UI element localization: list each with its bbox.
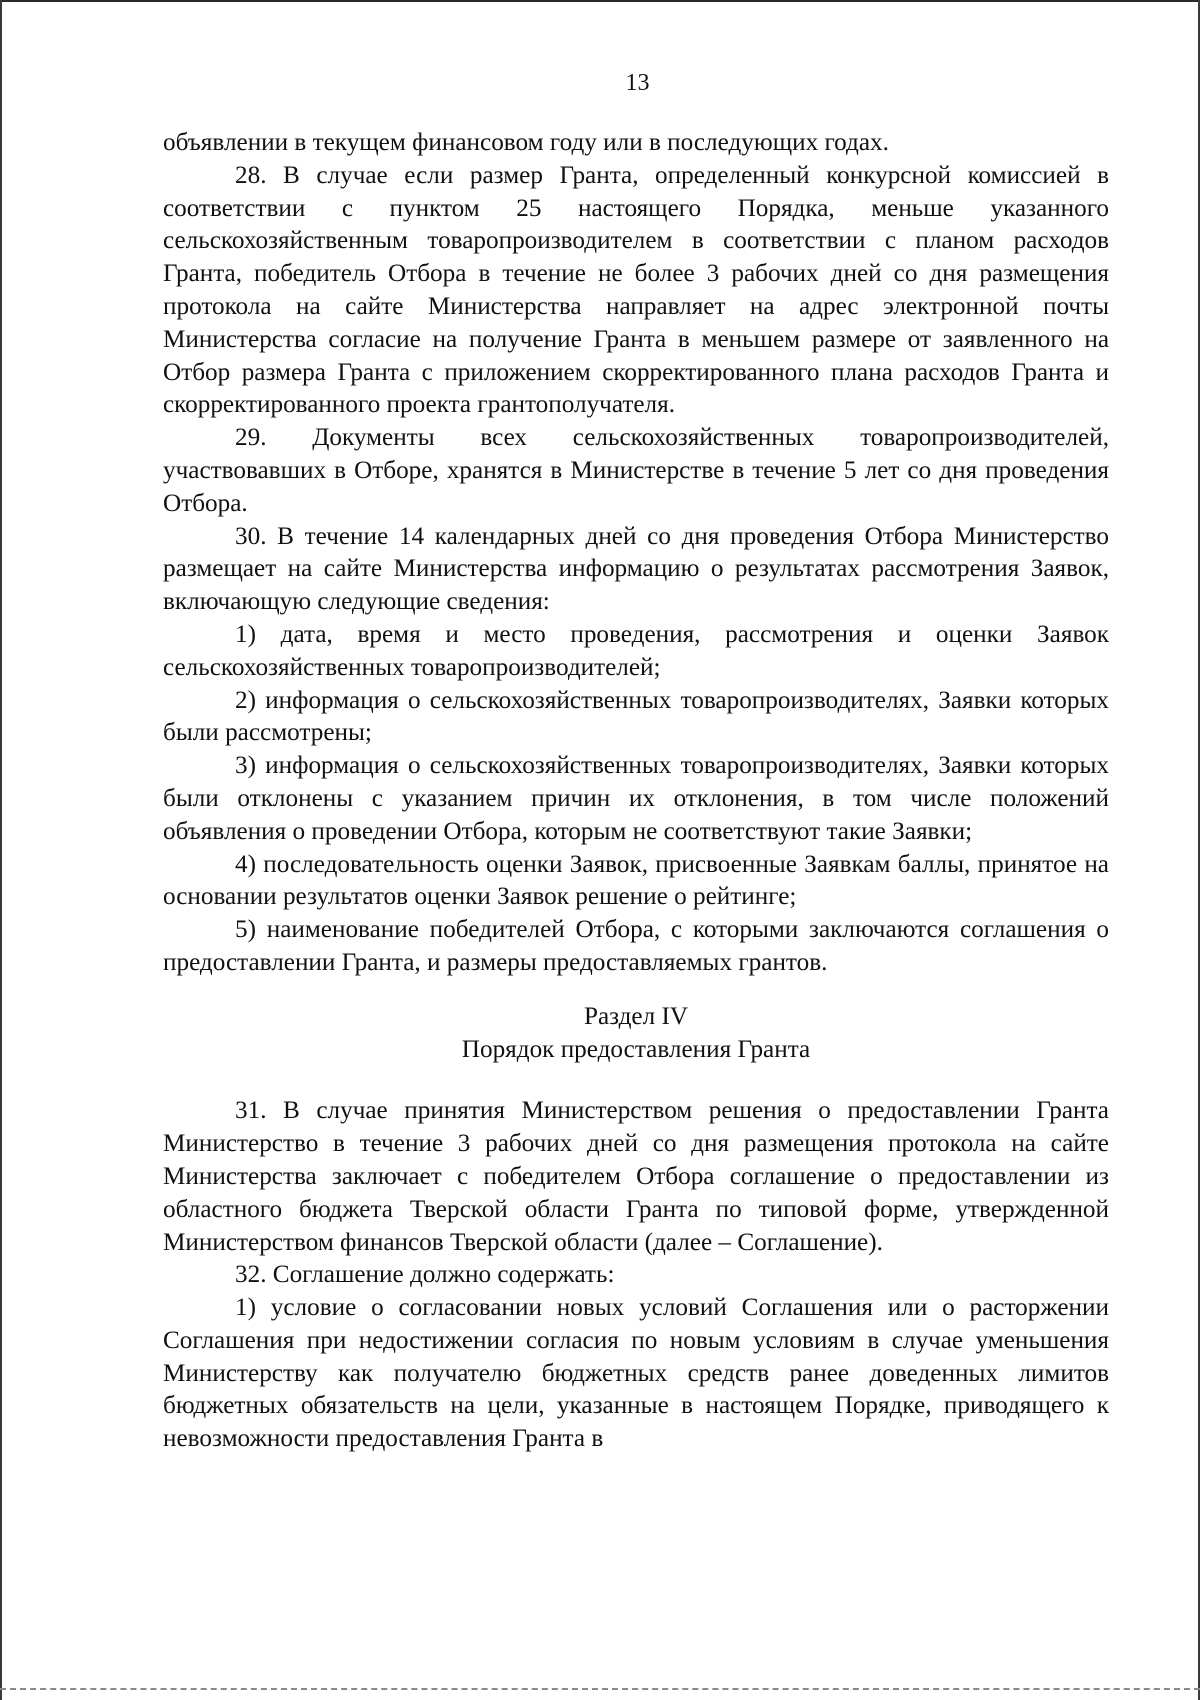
paragraph-29: 29. Документы всех сельскохозяйственных товаропроизводителей, участвовавших в Отборе, хранятся в Министерстве в течение 5 лет со дня проведения Отбора. bbox=[163, 424, 1109, 517]
paragraph-32: 32. Соглашение должно содержать: bbox=[235, 1261, 615, 1289]
spacer bbox=[163, 1066, 1109, 1095]
paragraph-31: 31. В случае принятия Министерством решения о предоставлении Гранта Министерство в течение 3 рабочих дней со дня размещения протокола на сайте Министерства заключает с победителем Отбора соглашение о предоставлении из областного бюджета Тверской области Гранта по типовой форме, утвержденной Министерством финансов Тверской области (далее – Соглашение). bbox=[163, 1097, 1109, 1256]
section-number: Раздел IV bbox=[583, 1002, 689, 1030]
document-body bbox=[163, 127, 1109, 1456]
paragraph-28: 28. В случае если размер Гранта, определенный конкурсной комиссией в соответствии с пунктом 25 настоящего Порядка, меньше указанного сельскохозяйственным товаропроизводителем в соответствии с планом расходов Гранта, победитель Отбора в течение не более 3 рабочих дней со дня размещения протокола на сайте Министерства направляет на адрес электронной почты Министерства согласие на получение Гранта в меньшем размере от заявленного на Отбор размера Гранта с приложением скорректированного плана расходов Гранта и скорректированного проекта грантополучателя. bbox=[163, 161, 1109, 419]
list-item-30-1: 1) дата, время и место проведения, рассмотрения и оценки Заявок сельскохозяйственных товаропроизводителей; bbox=[163, 620, 1109, 681]
list-item-30-3: 3) информация о сельскохозяйственных товаропроизводителях, Заявки которых были отклонены с указанием причин их отклонения, в том числе положений объявления о проведении Отбора, которым не соответствуют такие Заявки; bbox=[163, 752, 1109, 845]
page-edge-bottom bbox=[0, 1688, 1200, 1690]
list-item-32-1: 1) условие о согласовании новых условий Соглашения или о расторжении Соглашения при недостижении согласия по новым условиям в случае уменьшения Министерству как получателю бюджетных средств ранее доведенных лимитов бюджетных обязательств на цели, указанные в настоящем Порядке, приводящего к невозможности предоставления Гранта в bbox=[163, 1294, 1109, 1453]
page-edge-left bbox=[0, 0, 2, 1700]
list-item-30-2: 2) информация о сельскохозяйственных товаропроизводителях, Заявки которых были рассмотрены; bbox=[163, 686, 1109, 747]
list-item-30-4: 4) последовательность оценки Заявок, присвоенные Заявкам баллы, принятое на основании результатов оценки Заявок решение о рейтинге; bbox=[163, 850, 1109, 911]
section-title: Порядок предоставления Гранта bbox=[461, 1035, 811, 1063]
spacer bbox=[163, 980, 1109, 1001]
paragraph-continuation: объявлении в текущем финансовом году или в последующих годах. bbox=[163, 129, 889, 156]
list-item-30-5: 5) наименование победителей Отбора, с которыми заключаются соглашения о предоставлении Гранта, и размеры предоставляемых грантов. bbox=[163, 916, 1109, 976]
paragraph-30: 30. В течение 14 календарных дней со дня проведения Отбора Министерство размещает на сайте Министерства информацию о результатах рассмотрения Заявок, включающую следующие сведения: bbox=[163, 522, 1109, 616]
page-edge-top bbox=[0, 0, 1200, 2]
page-number: 13 bbox=[625, 70, 650, 96]
